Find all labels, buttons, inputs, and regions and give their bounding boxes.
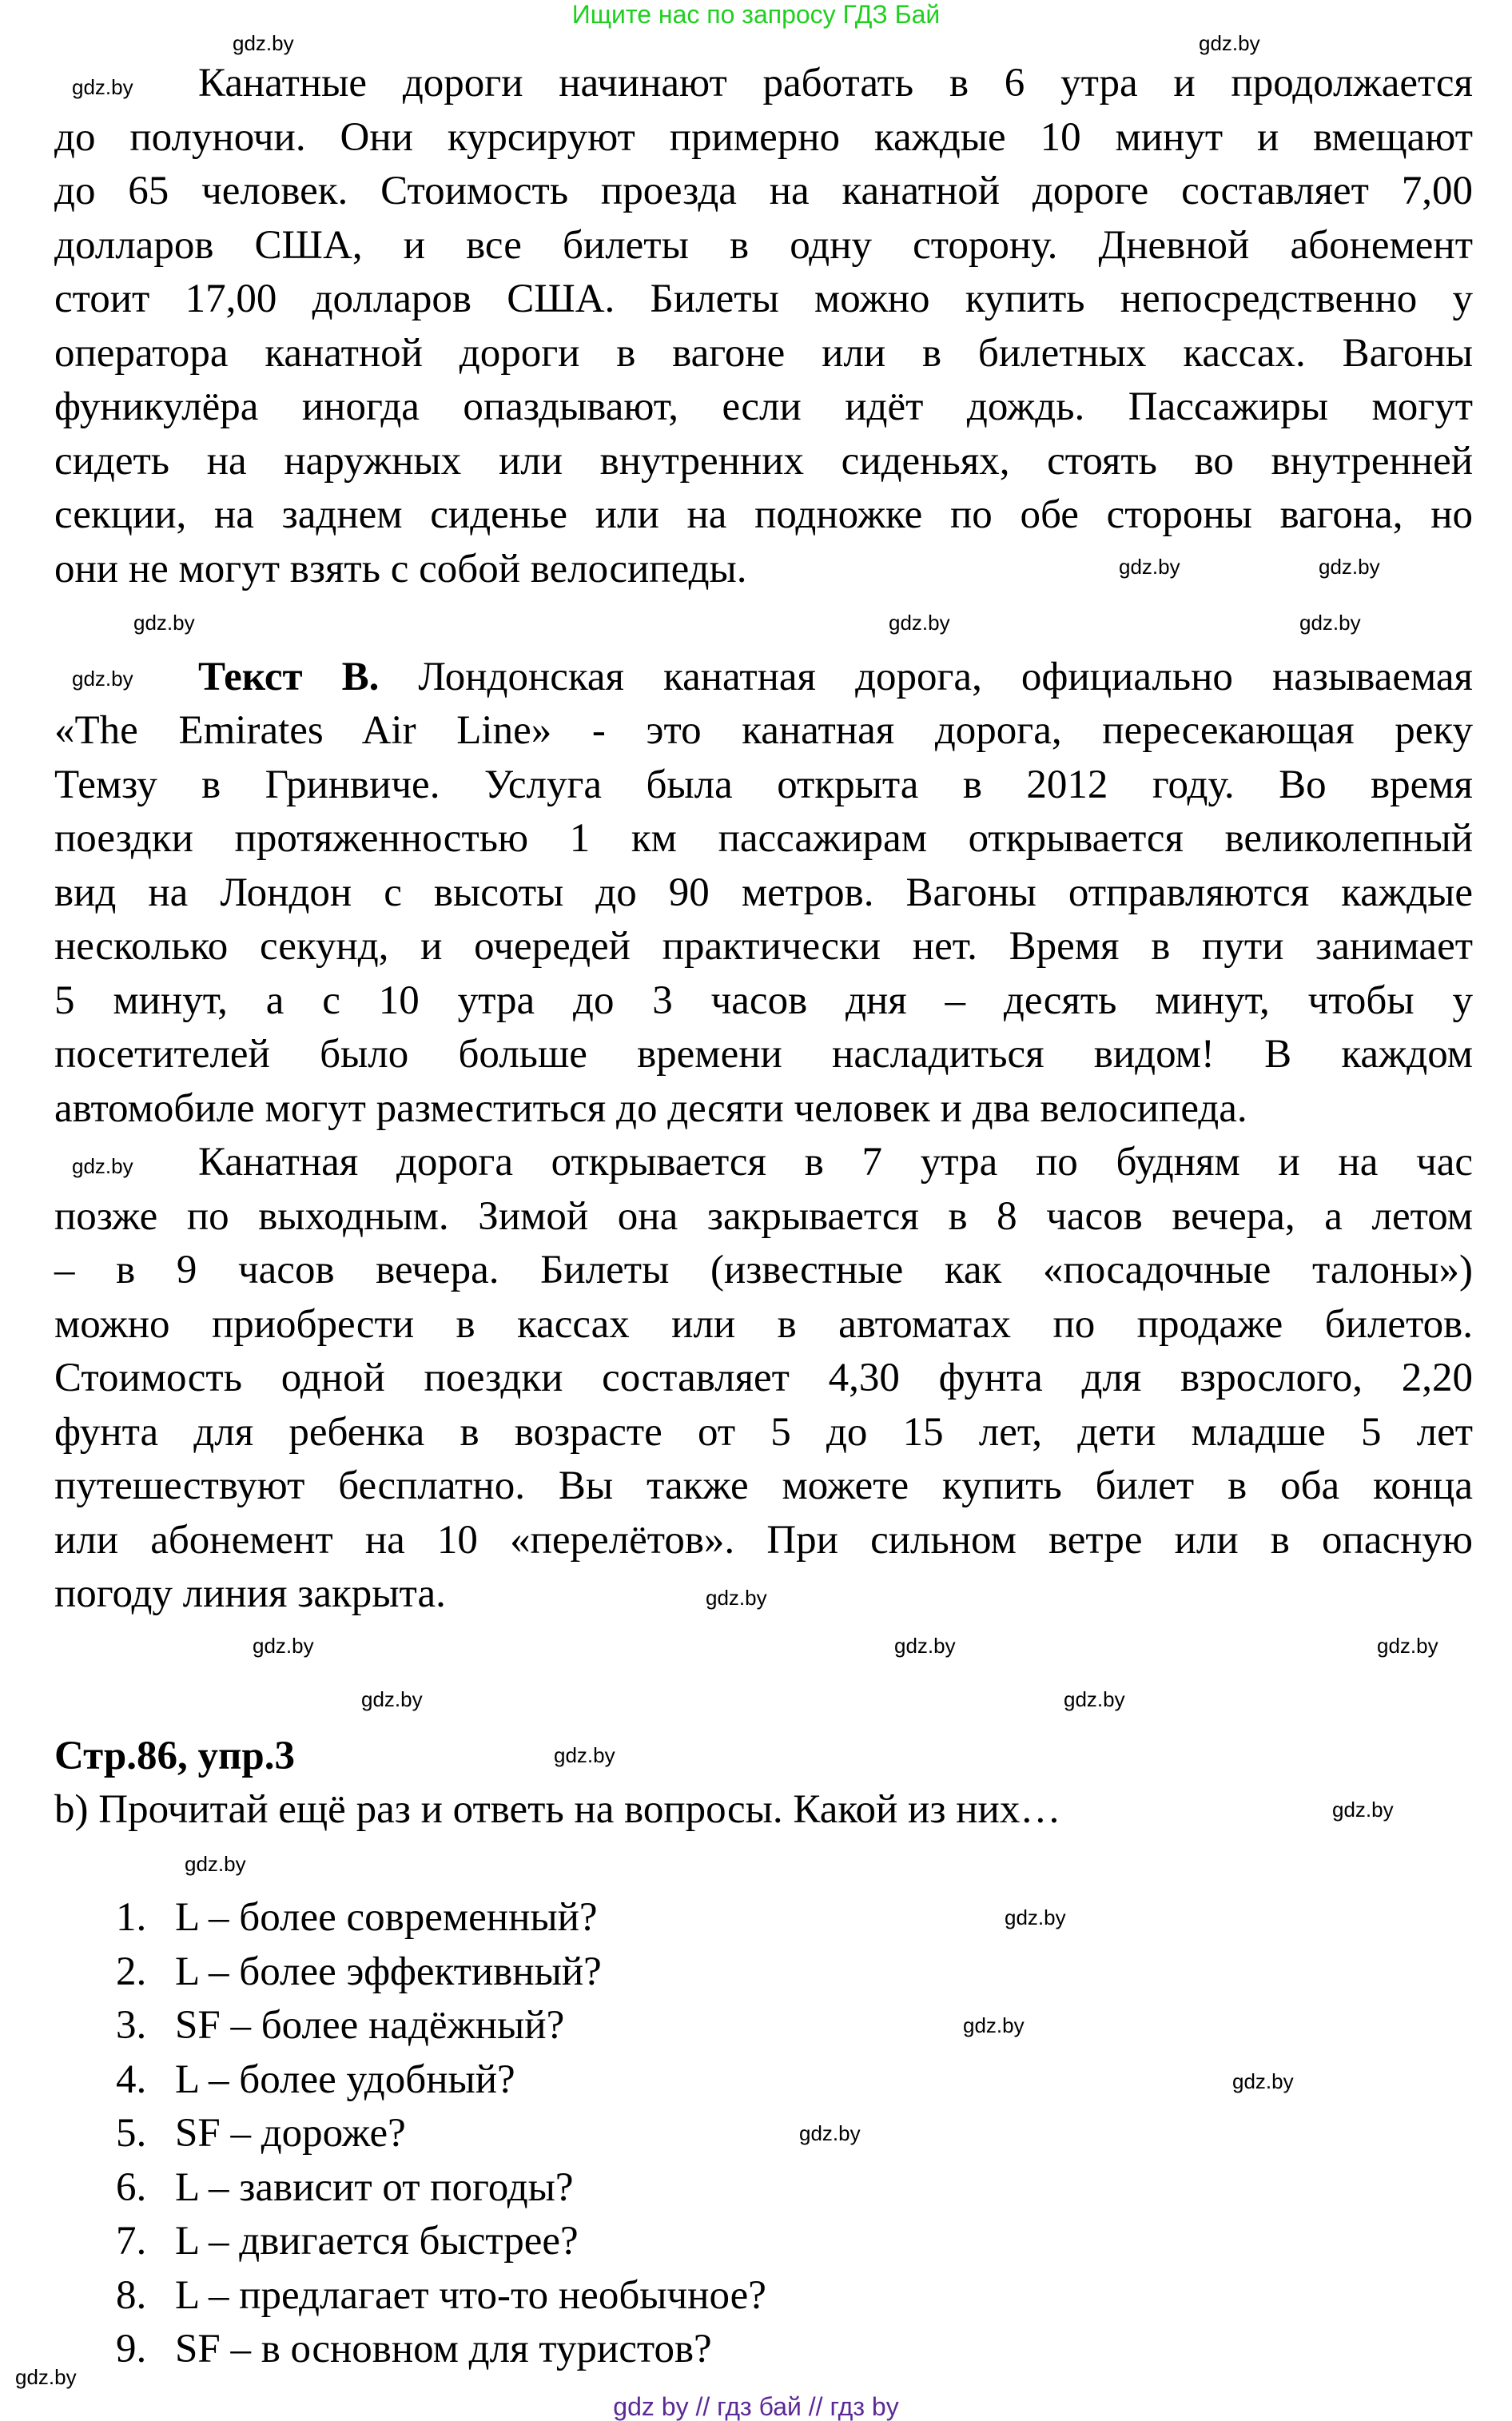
text-line [54,1244,1473,1298]
watermark: gdz.by [889,611,950,635]
line-text: они не могут взять с собой велосипеды. [54,546,747,591]
watermark: gdz.by [133,611,195,635]
footer-banner: gdz by // гдз бай // гдз by [613,2392,899,2421]
list-item [54,2215,1473,2269]
watermark: gdz.by [72,75,133,99]
line-text: – в 9 часов вечера. Билеты (известные как «посадочные талоны») [54,1248,1473,1292]
text-line [54,111,1473,165]
text-line [54,1838,1473,1892]
text-line [54,759,1473,813]
text-line [54,866,1473,921]
text-line [54,1190,1473,1244]
watermark: gdz.by [894,1634,956,1658]
list-number: 1. [116,1895,147,1940]
line-text: поездки протяженностью 1 км пассажирам открывается великолепный [54,816,1473,861]
line-text: 5 минут, а с 10 утра до 3 часов дня – десять минут, чтобы у [54,978,1473,1023]
text-line [54,651,1473,705]
text-line [54,974,1473,1029]
text-line [54,1136,1473,1190]
text-line [54,1459,1473,1514]
line-text: L – двигается быстрее? [175,2219,579,2264]
line-text: L – зависит от погоды? [175,2164,574,2210]
list-number: 7. [116,2219,147,2264]
text-line [54,1028,1473,1082]
line-text: b) Прочитай ещё раз и ответь на вопросы. Какой из них… [54,1787,1061,1832]
line-text: SF – более надёжный? [175,2003,565,2048]
text-line [54,57,1473,111]
text-line [54,1514,1473,1568]
text-line [54,1406,1473,1460]
text-label: Текст B. [198,654,380,699]
list-item [54,1999,1473,2053]
watermark: gdz.by [253,1634,314,1658]
watermark: gdz.by [72,667,133,691]
text-line [54,380,1473,435]
list-number: 4. [116,2057,147,2102]
watermark: gdz.by [233,31,294,55]
line-text: L – более эффективный? [175,1949,602,1994]
line-text: до 65 человек. Стоимость проезда на канатной дороге составляет 7,00 [54,169,1473,213]
line-text: вид на Лондон с высоты до 90 метров. Вагоны отправляются каждые [54,870,1473,915]
watermark: gdz.by [1005,1905,1066,1929]
watermark: gdz.by [1332,1798,1394,1822]
line-text: SF – дороже? [175,2111,406,2156]
line-text: позже по выходным. Зимой она закрывается в 8 часов вечера, а летом [54,1193,1473,1239]
text-line [54,273,1473,327]
line-text: фунта для ребенка в возрасте от 5 до 15 лет, дети младше 5 лет [54,1409,1473,1455]
section-heading [54,1730,1473,1784]
line-text: путешествуют бесплатно. Вы также можете купить билет в оба конца [54,1463,1473,1508]
list-number: 5. [116,2111,147,2156]
list-item [54,1945,1473,2000]
text-line [54,165,1473,219]
line-text: SF – в основном для туристов? [175,2327,712,2371]
watermark: gdz.by [1199,31,1260,55]
text-line [54,596,1473,651]
list-number: 9. [116,2327,147,2371]
list-item [54,2269,1473,2323]
watermark: gdz.by [963,2013,1025,2037]
text-line [54,812,1473,866]
text-line [54,327,1473,381]
line-text: фуникулёра иногда опаздывают, если идёт дождь. Пассажиры могут [54,384,1473,429]
line-text: долларов США, и все билеты в одну сторону. Дневной абонемент [54,222,1473,268]
line-text: Стоимость одной поездки составляет 4,30 фунта для взрослого, 2,20 [54,1356,1473,1400]
text-line [54,1783,1473,1838]
line-text: Темзу в Гринвиче. Услуга была открыта в 2012 году. Во время [54,762,1473,807]
watermark: gdz.by [799,2121,861,2145]
text-line [54,704,1473,759]
search-hint-banner: Ищите нас по запросу ГДЗ Бай [571,0,941,29]
watermark: gdz.by [1232,2069,1294,2093]
text-line [54,1352,1473,1406]
list-number: 6. [116,2164,147,2210]
watermark: gdz.by [706,1586,767,1610]
line-text: сидеть на наружных или внутренних сиденьях, стоять во внутренней [54,438,1473,484]
line-text: секции, на заднем сиденье или на подножке по обе стороны вагона, но [54,492,1473,537]
list-item [54,2323,1473,2377]
document-body [54,57,1473,2377]
text-line [54,1298,1473,1352]
line-text: погоду линия закрыта. [54,1571,446,1616]
line-text: оператора канатной дороги в вагоне или в билетных кассах. Вагоны [54,330,1473,376]
list-number: 2. [116,1949,147,1994]
watermark: gdz.by [1377,1634,1438,1658]
watermark: gdz.by [72,1154,133,1178]
list-item [54,2161,1473,2216]
text-line [54,435,1473,489]
line-text: L – предлагает что-то необычное? [175,2272,766,2318]
line-text: Стр.86, упр.3 [54,1733,295,1778]
list-item [54,2107,1473,2161]
watermark: gdz.by [15,2365,77,2389]
watermark: gdz.by [554,1743,615,1767]
text-line [54,219,1473,273]
list-number: 8. [116,2272,147,2318]
line-text: до полуночи. Они курсируют примерно каждые 10 минут и вмещают [54,114,1473,160]
line-text: стоит 17,00 долларов США. Билеты можно купить непосредственно у [54,277,1473,321]
watermark: gdz.by [361,1687,423,1711]
text-line [54,488,1473,543]
line-text: «The Emirates Air Line» - это канатная дорога, пересекающая реку [54,708,1473,753]
watermark: gdz.by [1319,555,1380,579]
list-number: 3. [116,2003,147,2048]
text-line [54,920,1473,974]
text-line [54,543,1473,597]
line-text: автомобиле могут разместиться до десяти человек и два велосипеда. [54,1085,1247,1131]
line-text: Канатные дороги начинают работать в 6 утра и продолжается [198,61,1473,106]
line-text: посетителей было больше времени насладиться видом! В каждом [54,1032,1473,1077]
watermark: gdz.by [1119,555,1180,579]
line-text: можно приобрести в кассах или в автоматах по продаже билетов. [54,1301,1473,1347]
line-text: L – более современный? [175,1895,598,1940]
watermark: gdz.by [1299,611,1361,635]
line-text: L – более удобный? [175,2057,515,2102]
text-line [54,1082,1473,1137]
text-line [54,1675,1473,1730]
line-text: несколько секунд, и очередей практически нет. Время в пути занимает [54,924,1473,969]
line-text: Канатная дорога открывается в 7 утра по будням и на час [198,1140,1473,1185]
list-item [54,1891,1473,1945]
watermark: gdz.by [1064,1687,1125,1711]
watermark: gdz.by [185,1852,246,1876]
line-text: или абонемент на 10 «перелётов». При сильном ветре или в опасную [54,1517,1473,1563]
line-text: Лондонская канатная дорога, официально называемая [379,654,1474,699]
